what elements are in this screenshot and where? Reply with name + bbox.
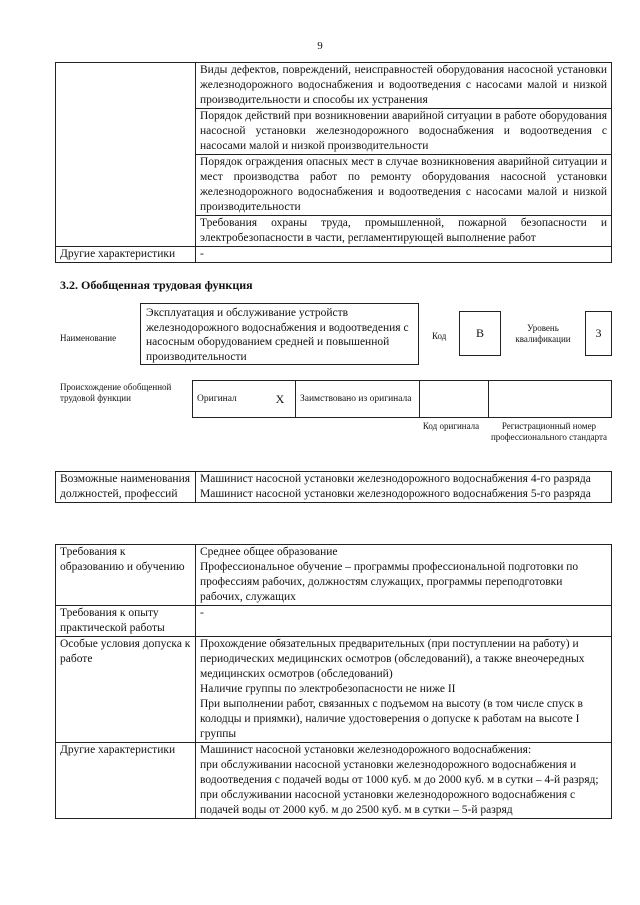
requirement-line: -: [200, 607, 204, 619]
table-row: [56, 743, 612, 819]
reg-number-cell: [489, 381, 612, 418]
borrowed-cell: Заимствовано из оригинала: [296, 381, 420, 418]
code-original-caption: Код оригинала: [422, 421, 480, 431]
requirement-line: при обслуживании насосной установки железнодорожного водоснабжения с подачей воды от 2000 куб. м до 2500 куб. м в сутки – 5-й разряд: [200, 789, 576, 816]
requirement-line: при обслуживании насосной установки железнодорожного водоснабжения и водоотведения с подачей воды от 1000 куб. м до 2000 куб. м в сутки – 4-й разряд;: [200, 759, 599, 786]
page-number: 9: [317, 40, 323, 52]
original-mark: X: [265, 381, 296, 418]
code-label: Код: [432, 331, 447, 341]
experience-values: [196, 606, 612, 637]
table-cell-empty: [56, 63, 196, 247]
requirement-line: Наличие группы по электробезопасности не ниже II: [200, 683, 456, 695]
original-cell: Оригинал: [193, 381, 266, 418]
origin-table: [192, 380, 612, 418]
positions-table: [55, 471, 612, 503]
table-cell: Виды дефектов, повреждений, неисправностей оборудования насосной установки железнодорожного водоснабжения и водоотведения с насосами малой и низкой производительности и способы их устранения: [196, 63, 612, 109]
requirement-line: При выполнении работ, связанных с подъемом на высоту (в том числе спуск в колодцы и приямки), наличие удостоверения о допуске к работам на высоте I группы: [200, 698, 583, 740]
admission-label: Особые условия допуска к работе: [56, 637, 196, 743]
other-label: Другие характеристики: [56, 743, 196, 819]
table-row: [56, 606, 612, 637]
education-label: Требования к образованию и обучению: [56, 545, 196, 606]
function-name-box: Эксплуатация и обслуживание устройств железнодорожного водоснабжения и водоотведения с насосным оборудованием средней и повышенной производительности: [140, 303, 419, 365]
position-line: Машинист насосной установки железнодорожного водоснабжения 5-го разряда: [200, 488, 591, 500]
table-cell-label: Другие характеристики: [56, 247, 196, 263]
table-row: [56, 637, 612, 743]
table-row: [56, 63, 612, 109]
experience-label: Требования к опыту практической работы: [56, 606, 196, 637]
positions-values: [196, 472, 612, 503]
education-values: [196, 545, 612, 606]
requirements-table: [55, 544, 612, 819]
table-row: [56, 545, 612, 606]
table-cell: Порядок действий при возникновении аварийной ситуации в работе оборудования насосной установки железнодорожного водоснабжения и водоотведения с насосами малой и низкой производительности: [196, 109, 612, 155]
requirement-line: Машинист насосной установки железнодорожного водоснабжения:: [200, 744, 532, 756]
code-value-box: B: [459, 311, 501, 356]
level-value-box: 3: [585, 311, 612, 356]
table-cell: -: [196, 247, 612, 263]
reg-number-caption: Регистрационный номер профессионального стандарта: [490, 421, 608, 442]
table-row: [193, 381, 612, 418]
table-row: [56, 247, 612, 263]
table-cell: Требования охраны труда, промышленной, пожарной безопасности и электробезопасности в части, регламентирующей выполнение работ: [196, 216, 612, 247]
other-values: [196, 743, 612, 819]
requirement-line: Среднее общее образование: [200, 546, 338, 558]
requirement-line: Прохождение обязательных предварительных (при поступлении на работу) и периодических медицинских осмотров (обследований), а также внеочередных медицинских осмотров (обследований): [200, 638, 585, 680]
positions-label: Возможные наименования должностей, профессий: [56, 472, 196, 503]
section-heading: 3.2. Обобщенная трудовая функция: [60, 278, 253, 292]
position-line: Машинист насосной установки железнодорожного водоснабжения 4-го разряда: [200, 473, 591, 485]
table-cell: Порядок ограждения опасных мест в случае возникновения аварийной ситуации и мест производства работ по ремонту оборудования насосной установки железнодорожного водоснабжения и водоотведения с насосами малой и низкой производительности: [196, 155, 612, 216]
table-row: [56, 472, 612, 503]
admission-values: [196, 637, 612, 743]
requirement-line: Профессиональное обучение – программы профессиональной подготовки по профессиям рабочих, должностям служащих, программы переподготовки рабочих, служащих: [200, 561, 579, 603]
name-label: Наименование: [60, 333, 117, 343]
level-label: Уровень квалификации: [515, 323, 571, 344]
knowledge-table: [55, 62, 612, 263]
origin-label: Происхождение обобщенной трудовой функции: [60, 382, 172, 403]
code-original-cell: [420, 381, 489, 418]
